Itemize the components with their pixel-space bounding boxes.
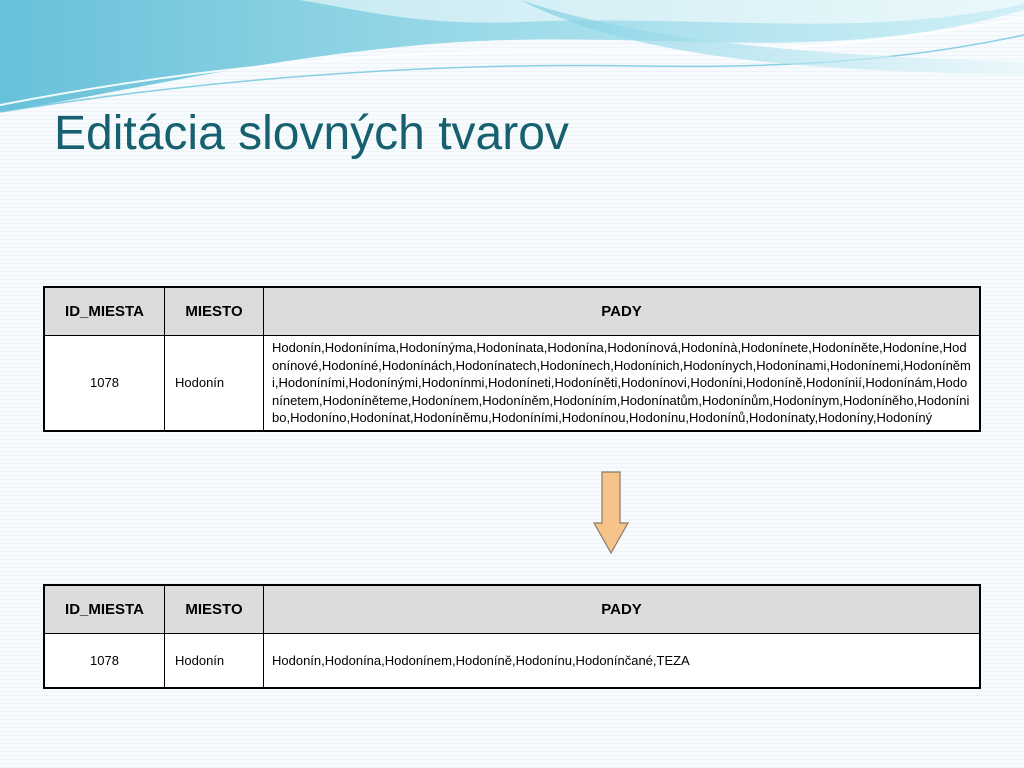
cell-miesto: Hodonín xyxy=(165,634,264,689)
cell-miesto: Hodonín xyxy=(165,336,264,431)
column-header-miesto: MIESTO xyxy=(165,287,264,336)
slide-title: Editácia slovných tvarov xyxy=(54,107,569,160)
table-header-row xyxy=(44,585,980,634)
column-header-id-miesta: ID_MIESTA xyxy=(44,585,165,634)
cell-pady: Hodonín,Hodoníníma,Hodonínýma,Hodonínata,Hodonína,Hodonínová,Hodonínà,Hodonínete,Hodoníněte,Hodoníne,Hodonínové,Hodoníné,Hodonínách,Hodonínatech,Hodonínech,Hodonínich,Hodonínych,Hodonínami,Hodonínemi,Hodoníněmi,Hodoníními,Hodonínými,Hodonínmi,Hodoníneti,Hodoníněti,Hodonínovi,Hodoníni,Hodoníně,Hodonínií,Hodonínám,Hodonínetem,Hodoníněteme,Hodonínem,Hodoníněm,Hodoníním,Hodonínatům,Hodonínům,Hodonínym,Hodoníněho,Hodonínibo,Hodoníno,Hodonínat,Hodoníněmu,Hodoníními,Hodonínou,Hodonínu,Hodonínů,Hodonínaty,Hodoníny,Hodoníný xyxy=(264,336,981,431)
column-header-id-miesta: ID_MIESTA xyxy=(44,287,165,336)
column-header-miesto: MIESTO xyxy=(165,585,264,634)
table-header-row xyxy=(44,287,980,336)
cell-id-miesta: 1078 xyxy=(44,336,165,431)
original-forms-table xyxy=(43,286,981,432)
cell-pady: Hodonín,Hodonína,Hodonínem,Hodoníně,Hodonínu,Hodonínčané,TEZA xyxy=(264,634,981,689)
table-row xyxy=(44,634,980,689)
column-header-pady: PADY xyxy=(264,287,981,336)
column-header-pady: PADY xyxy=(264,585,981,634)
table-row xyxy=(44,336,980,431)
arrow-down-icon xyxy=(592,471,630,555)
edited-forms-table xyxy=(43,584,981,689)
header-wave-decoration xyxy=(0,0,1024,120)
cell-id-miesta: 1078 xyxy=(44,634,165,689)
